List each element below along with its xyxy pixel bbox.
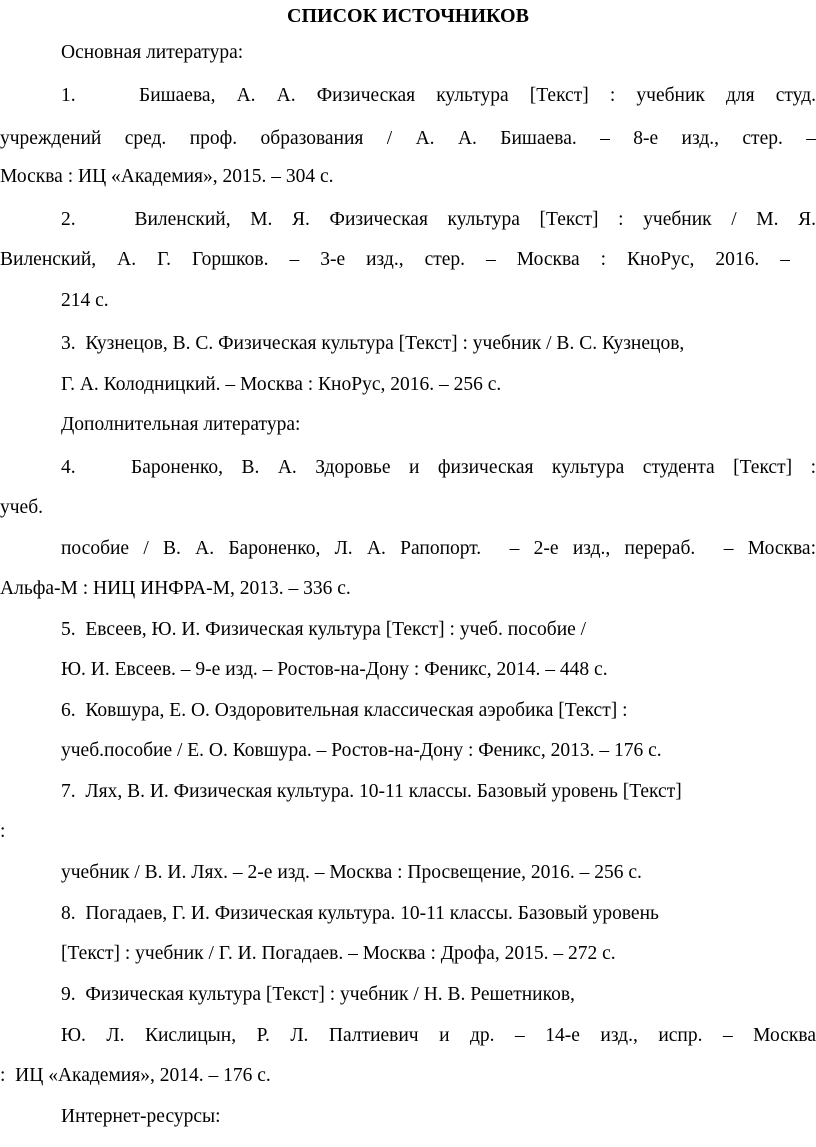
reference-4-line-4: Альфа-М : НИЦ ИНФРА-М, 2013. – 336 с. (0, 578, 351, 599)
reference-9-line-1: 9. Физическая культура [Текст] : учебник / Н. В. Решетников, (61, 984, 575, 1005)
reference-9-line-2: Ю. Л. Кислицын, Р. Л. Палтиевич и др. – 14-е изд., испр. – Москва (61, 1025, 816, 1046)
reference-5-line-1: 5. Евсеев, Ю. И. Физическая культура [Текст] : учеб. пособие / (61, 619, 587, 640)
reference-6-line-1: 6. Ковшура, Е. О. Оздоровительная классическая аэробика [Текст] : (61, 700, 628, 721)
reference-9-line-3: : ИЦ «Академия», 2014. – 176 с. (0, 1065, 271, 1086)
reference-1-line-2: учреждений сред. проф. образования / А. А. Бишаева. – 8-е изд., стер. – (0, 128, 816, 149)
reference-3-line-1: 3. Кузнецов, В. С. Физическая культура [Текст] : учебник / В. С. Кузнецов, (61, 333, 685, 354)
reference-7-line-3: учебник / В. И. Лях. – 2-е изд. – Москва : Просвещение, 2016. – 256 с. (61, 862, 642, 883)
reference-2-line-2: Виленский, А. Г. Горшков. – 3-е изд., стер. – Москва : КноРус, 2016. – (0, 249, 790, 270)
page-title: СПИСОК ИСТОЧНИКОВ (287, 5, 529, 27)
reference-8-line-2: [Текст] : учебник / Г. И. Погадаев. – Москва : Дрофа, 2015. – 272 с. (61, 943, 616, 964)
reference-1-line-1: 1. Бишаева, А. А. Физическая культура [Текст] : учебник для студ. (61, 85, 816, 106)
section-heading-internet: Интернет-ресурсы: (61, 1106, 221, 1127)
reference-3-line-2: Г. А. Колодницкий. – Москва : КноРус, 2016. – 256 с. (61, 374, 502, 395)
reference-2-line-1: 2. Виленский, М. Я. Физическая культура [Текст] : учебник / М. Я. (61, 209, 816, 230)
reference-5-line-2: Ю. И. Евсеев. – 9-е изд. – Ростов-на-Дону : Феникс, 2014. – 448 с. (61, 659, 608, 680)
reference-4-line-3: пособие / В. А. Бароненко, Л. А. Рапопорт. – 2-е изд., перераб. – Москва: (61, 538, 816, 559)
reference-4-line-2: учеб. (0, 497, 44, 518)
section-heading-additional: Дополнительная литература: (61, 414, 301, 435)
reference-6-line-2: учеб.пособие / Е. О. Ковшура. – Ростов-на-Дону : Феникс, 2013. – 176 с. (61, 740, 662, 761)
reference-8-line-1: 8. Погадаев, Г. И. Физическая культура. 10-11 классы. Базовый уровень (61, 903, 659, 924)
reference-4-line-1: 4. Бароненко, В. А. Здоровье и физическая культура студента [Текст] : (61, 457, 816, 478)
section-heading-main: Основная литература: (61, 42, 244, 63)
reference-1-line-3: Москва : ИЦ «Академия», 2015. – 304 с. (0, 166, 334, 187)
reference-2-line-3: 214 с. (61, 290, 109, 311)
reference-7-line-2: : (0, 821, 6, 842)
reference-7-line-1: 7. Лях, В. И. Физическая культура. 10-11 классы. Базовый уровень [Текст] (61, 781, 682, 802)
